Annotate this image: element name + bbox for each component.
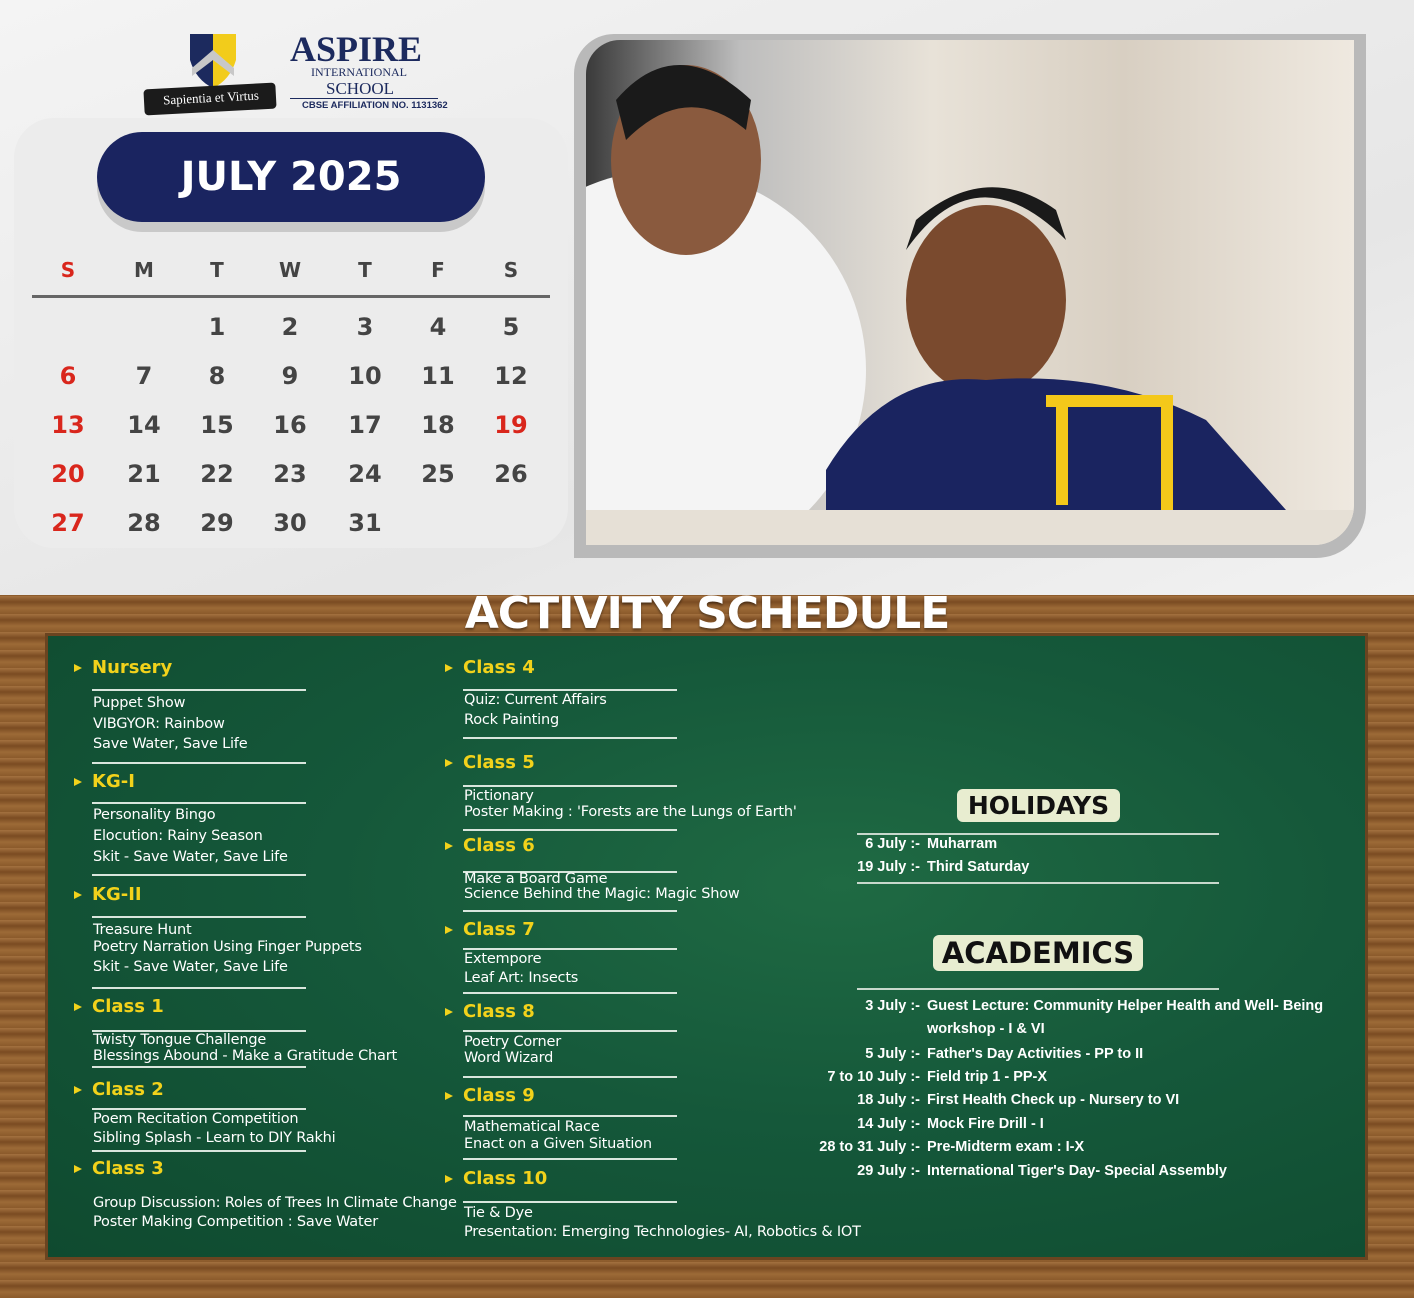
calendar-day[interactable]: 1 xyxy=(208,313,226,341)
logo-line3: SCHOOL xyxy=(326,79,395,98)
activity-item: Sibling Splash - Learn to DIY Rakhi xyxy=(93,1130,336,1146)
class-heading xyxy=(74,771,135,792)
activity-item: Mathematical Race xyxy=(464,1119,600,1135)
class-heading xyxy=(445,1001,535,1022)
calendar-day[interactable]: 15 xyxy=(200,411,234,439)
activity-item: Presentation: Emerging Technologies- AI, Robotics & IOT xyxy=(464,1224,861,1240)
academic-event: First Health Check up - Nursery to VI xyxy=(927,1092,1180,1108)
calendar-day[interactable]: 19 xyxy=(494,411,528,439)
activity-item: Poster Making Competition : Save Water xyxy=(93,1214,378,1230)
calendar-day[interactable]: 8 xyxy=(208,362,226,390)
activity-item: Treasure Hunt xyxy=(93,922,192,938)
class-heading xyxy=(445,919,535,940)
class-heading xyxy=(445,1085,535,1106)
activity-item: Poetry Narration Using Finger Puppets xyxy=(93,939,362,955)
activity-item: Skit - Save Water, Save Life xyxy=(93,849,288,865)
holiday-name: Third Saturday xyxy=(927,859,1030,875)
activity-item: VIBGYOR: Rainbow xyxy=(93,716,225,732)
academic-event: Field trip 1 - PP-X xyxy=(927,1069,1048,1085)
bullet-icon xyxy=(74,1003,82,1011)
divider xyxy=(463,689,677,691)
calendar-day[interactable]: 9 xyxy=(281,362,299,390)
class-name: KG-I xyxy=(92,771,135,792)
divider xyxy=(463,1201,677,1203)
calendar-day[interactable]: 25 xyxy=(421,460,455,488)
calendar-day[interactable]: 11 xyxy=(421,362,455,390)
class-name: Class 7 xyxy=(463,919,535,940)
academics-badge: ACADEMICS xyxy=(933,935,1143,971)
bullet-icon xyxy=(445,1008,453,1016)
class-name: Class 4 xyxy=(463,657,535,678)
academic-date: 7 to 10 July :- xyxy=(827,1069,920,1085)
calendar-day[interactable]: 23 xyxy=(273,460,307,488)
bullet-icon xyxy=(445,1092,453,1100)
class-heading xyxy=(74,1158,164,1179)
calendar-day[interactable]: 7 xyxy=(135,362,153,390)
activity-item: Make a Board Game xyxy=(464,871,608,887)
calendar-day[interactable]: 18 xyxy=(421,411,455,439)
bullet-icon xyxy=(445,759,453,767)
class-name: KG-II xyxy=(92,884,142,905)
calendar-divider xyxy=(32,295,550,298)
class-heading xyxy=(74,1079,164,1100)
activity-item: Puppet Show xyxy=(93,695,186,711)
calendar-day[interactable]: 22 xyxy=(200,460,234,488)
calendar-day[interactable]: 5 xyxy=(502,313,520,341)
calendar-day[interactable]: 24 xyxy=(348,460,382,488)
academic-event: Mock Fire Drill - I xyxy=(927,1116,1044,1132)
activity-item: Poem Recitation Competition xyxy=(93,1111,299,1127)
weekday-header: T xyxy=(210,258,224,282)
activity-item: Save Water, Save Life xyxy=(93,736,248,752)
activity-item: Rock Painting xyxy=(464,712,559,728)
class-name: Class 9 xyxy=(463,1085,535,1106)
activity-item: Word Wizard xyxy=(464,1050,554,1066)
students-photo xyxy=(586,40,1354,545)
calendar-day[interactable]: 3 xyxy=(356,313,374,341)
divider xyxy=(463,1158,677,1160)
activity-item: Leaf Art: Insects xyxy=(464,970,579,986)
divider xyxy=(463,737,677,739)
academic-date: 29 July :- xyxy=(857,1163,920,1179)
calendar-day[interactable]: 29 xyxy=(200,509,234,537)
holiday-date: 19 July :- xyxy=(857,859,920,875)
class-name: Class 8 xyxy=(463,1001,535,1022)
shield-icon xyxy=(188,30,238,90)
academic-event: Father's Day Activities - PP to II xyxy=(927,1046,1144,1062)
activity-schedule-title: ACTIVITY SCHEDULE xyxy=(464,588,950,639)
activity-item: Quiz: Current Affairs xyxy=(464,692,607,708)
divider xyxy=(857,833,1219,835)
divider xyxy=(92,689,306,691)
holidays-badge: HOLIDAYS xyxy=(957,789,1120,822)
divider xyxy=(92,802,306,804)
activity-item: Science Behind the Magic: Magic Show xyxy=(464,886,740,902)
class-name: Class 10 xyxy=(463,1168,548,1189)
calendar-day[interactable]: 2 xyxy=(281,313,299,341)
divider xyxy=(92,762,306,764)
logo-affiliation: CBSE AFFILIATION NO. 1131362 xyxy=(302,100,448,111)
bullet-icon xyxy=(445,664,453,672)
bullet-icon xyxy=(445,842,453,850)
calendar-day[interactable]: 12 xyxy=(494,362,528,390)
class-heading xyxy=(74,884,142,905)
activity-item: Skit - Save Water, Save Life xyxy=(93,959,288,975)
calendar-day[interactable]: 17 xyxy=(348,411,382,439)
weekday-header: S xyxy=(503,258,519,282)
divider xyxy=(92,1066,306,1068)
divider xyxy=(92,1108,306,1110)
activity-item: Group Discussion: Roles of Trees In Climate Change xyxy=(93,1195,457,1211)
activity-item: Personality Bingo xyxy=(93,807,216,823)
divider xyxy=(857,882,1219,884)
academic-event: Guest Lecture: Community Helper Health and Well- Being xyxy=(927,998,1324,1014)
class-heading xyxy=(74,657,172,678)
academic-event: Pre-Midterm exam : I-X xyxy=(927,1139,1085,1155)
weekday-header: F xyxy=(431,258,445,282)
class-heading xyxy=(445,835,535,856)
weekday-header: T xyxy=(358,258,372,282)
calendar-day[interactable]: 26 xyxy=(494,460,528,488)
bullet-icon xyxy=(74,1086,82,1094)
calendar-day[interactable]: 10 xyxy=(348,362,382,390)
school-logo xyxy=(140,29,448,116)
calendar-day[interactable]: 28 xyxy=(127,509,161,537)
bullet-icon xyxy=(445,1175,453,1183)
calendar-day[interactable]: 30 xyxy=(273,509,307,537)
academic-date: 18 July :- xyxy=(857,1092,920,1108)
bullet-icon xyxy=(74,778,82,786)
class-heading xyxy=(74,996,164,1017)
divider xyxy=(463,1076,677,1078)
class-name: Class 3 xyxy=(92,1158,164,1179)
class-name: Class 2 xyxy=(92,1079,164,1100)
class-name: Class 6 xyxy=(463,835,535,856)
activity-item: Pictionary xyxy=(464,788,534,804)
bullet-icon xyxy=(74,891,82,899)
calendar-day[interactable]: 27 xyxy=(51,509,85,537)
logo-divider xyxy=(290,98,438,99)
divider xyxy=(92,1150,306,1152)
class-heading xyxy=(445,752,535,773)
logo-line2: INTERNATIONAL xyxy=(311,65,407,79)
calendar-day[interactable]: 31 xyxy=(348,509,382,537)
bullet-icon xyxy=(74,1165,82,1173)
divider xyxy=(92,916,306,918)
divider xyxy=(463,992,677,994)
divider xyxy=(463,910,677,912)
holiday-name: Muharram xyxy=(927,836,998,852)
activity-item: Poetry Corner xyxy=(464,1034,562,1050)
calendar-day[interactable]: 16 xyxy=(273,411,307,439)
logo-name: ASPIRE xyxy=(290,29,423,69)
academic-date: 14 July :- xyxy=(857,1116,920,1132)
class-heading xyxy=(445,1168,547,1189)
holiday-date: 6 July :- xyxy=(865,836,920,852)
class-heading xyxy=(445,657,535,678)
logo-motto: Sapientia et Virtus xyxy=(162,87,260,108)
divider xyxy=(463,1115,677,1117)
activity-item: Extempore xyxy=(464,951,542,967)
activity-item: Twisty Tongue Challenge xyxy=(93,1032,267,1048)
calendar-day[interactable]: 6 xyxy=(59,362,77,390)
calendar-day[interactable]: 14 xyxy=(127,411,161,439)
bullet-icon xyxy=(445,926,453,934)
calendar-day[interactable]: 13 xyxy=(51,411,85,439)
academic-date: 28 to 31 July :- xyxy=(819,1139,920,1155)
class-name: Nursery xyxy=(92,657,173,678)
calendar-day[interactable]: 4 xyxy=(429,313,447,341)
activity-item: Enact on a Given Situation xyxy=(464,1136,652,1152)
divider xyxy=(92,987,306,989)
activity-item: Tie & Dye xyxy=(464,1205,533,1221)
bullet-icon xyxy=(74,664,82,672)
class-name: Class 5 xyxy=(463,752,535,773)
class-name: Class 1 xyxy=(92,996,164,1017)
divider xyxy=(463,829,677,831)
activity-item: Elocution: Rainy Season xyxy=(93,828,263,844)
activity-item: Blessings Abound - Make a Gratitude Chart xyxy=(93,1048,397,1064)
calendar-day[interactable]: 21 xyxy=(127,460,161,488)
academic-event-cont: workshop - I & VI xyxy=(927,1021,1045,1037)
academic-date: 3 July :- xyxy=(865,998,920,1014)
weekday-header: W xyxy=(278,258,302,282)
divider xyxy=(463,785,677,787)
divider xyxy=(92,874,306,876)
divider xyxy=(463,948,677,950)
divider xyxy=(857,988,1219,990)
weekday-header: M xyxy=(134,258,154,282)
academic-date: 5 July :- xyxy=(865,1046,920,1062)
divider xyxy=(463,1030,677,1032)
activity-item: Poster Making : 'Forests are the Lungs of Earth' xyxy=(464,804,797,820)
month-title: JULY 2025 xyxy=(97,132,485,222)
weekday-header: S xyxy=(60,258,76,282)
academic-event: International Tiger's Day- Special Assembly xyxy=(927,1163,1227,1179)
calendar-day[interactable]: 20 xyxy=(51,460,85,488)
